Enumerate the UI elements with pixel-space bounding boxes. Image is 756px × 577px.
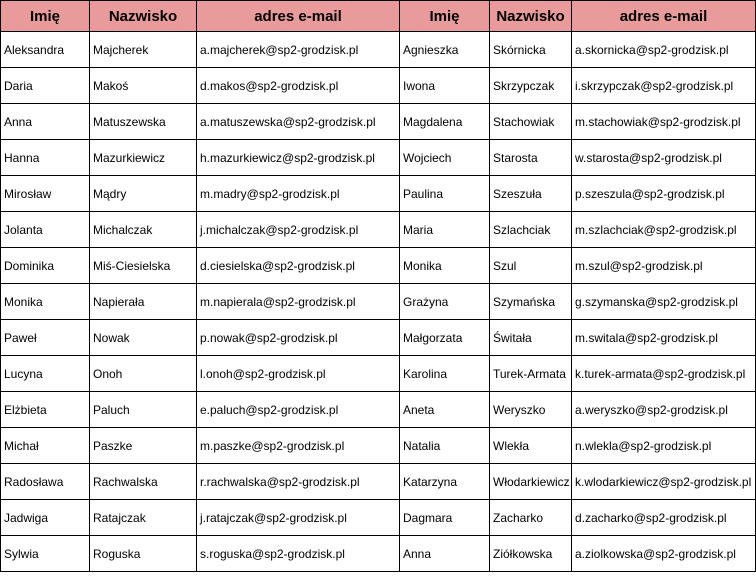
email-cell-right: g.szymanska@sp2-grodzisk.pl xyxy=(572,284,756,320)
last-name-cell-left: Matuszewska xyxy=(90,104,197,140)
table-row xyxy=(1,248,756,284)
table-row xyxy=(1,356,756,392)
email-cell-left: m.madry@sp2-grodzisk.pl xyxy=(197,176,400,212)
last-name-cell-right: Stachowiak xyxy=(490,104,572,140)
last-name-cell-left: Nowak xyxy=(90,320,197,356)
last-name-cell-left: Paluch xyxy=(90,392,197,428)
email-cell-left: r.rachwalska@sp2-grodzisk.pl xyxy=(197,464,400,500)
email-cell-left: m.paszke@sp2-grodzisk.pl xyxy=(197,428,400,464)
email-cell-left: s.roguska@sp2-grodzisk.pl xyxy=(197,536,400,572)
email-cell-left: d.ciesielska@sp2-grodzisk.pl xyxy=(197,248,400,284)
last-name-cell-left: Paszke xyxy=(90,428,197,464)
first-name-cell-right: Monika xyxy=(400,248,490,284)
last-name-cell-left: Michalczak xyxy=(90,212,197,248)
first-name-cell-right: Natalia xyxy=(400,428,490,464)
email-cell-right: k.turek-armata@sp2-grodzisk.pl xyxy=(572,356,756,392)
table-row xyxy=(1,464,756,500)
header-first-name-left: Imię xyxy=(1,1,90,32)
last-name-cell-left: Roguska xyxy=(90,536,197,572)
table-row xyxy=(1,392,756,428)
first-name-cell-left: Radosława xyxy=(1,464,90,500)
table-row xyxy=(1,140,756,176)
last-name-cell-left: Makoś xyxy=(90,68,197,104)
first-name-cell-left: Paweł xyxy=(1,320,90,356)
email-cell-right: m.szul@sp2-grodzisk.pl xyxy=(572,248,756,284)
first-name-cell-left: Daria xyxy=(1,68,90,104)
email-cell-right: w.starosta@sp2-grodzisk.pl xyxy=(572,140,756,176)
first-name-cell-left: Hanna xyxy=(1,140,90,176)
email-cell-right: k.wlodarkiewicz@sp2-grodzisk.pl xyxy=(572,464,756,500)
table-row xyxy=(1,68,756,104)
last-name-cell-left: Mądry xyxy=(90,176,197,212)
last-name-cell-right: Turek-Armata xyxy=(490,356,572,392)
email-cell-left: j.michalczak@sp2-grodzisk.pl xyxy=(197,212,400,248)
email-cell-left: p.nowak@sp2-grodzisk.pl xyxy=(197,320,400,356)
first-name-cell-left: Monika xyxy=(1,284,90,320)
first-name-cell-right: Dagmara xyxy=(400,500,490,536)
last-name-cell-right: Starosta xyxy=(490,140,572,176)
first-name-cell-right: Maria xyxy=(400,212,490,248)
last-name-cell-left: Majcherek xyxy=(90,32,197,68)
first-name-cell-left: Aleksandra xyxy=(1,32,90,68)
email-cell-right: d.zacharko@sp2-grodzisk.pl xyxy=(572,500,756,536)
email-cell-right: m.switala@sp2-grodzisk.pl xyxy=(572,320,756,356)
table-row xyxy=(1,176,756,212)
last-name-cell-left: Ratajczak xyxy=(90,500,197,536)
email-cell-right: m.stachowiak@sp2-grodzisk.pl xyxy=(572,104,756,140)
table-row xyxy=(1,320,756,356)
email-cell-right: m.szlachciak@sp2-grodzisk.pl xyxy=(572,212,756,248)
last-name-cell-right: Włodarkiewicz xyxy=(490,464,572,500)
first-name-cell-left: Anna xyxy=(1,104,90,140)
first-name-cell-left: Michał xyxy=(1,428,90,464)
header-last-name-right: Nazwisko xyxy=(490,1,572,32)
table-row xyxy=(1,500,756,536)
first-name-cell-left: Mirosław xyxy=(1,176,90,212)
last-name-cell-right: Skórnicka xyxy=(490,32,572,68)
last-name-cell-left: Rachwalska xyxy=(90,464,197,500)
last-name-cell-right: Świtała xyxy=(490,320,572,356)
last-name-cell-right: Ziółkowska xyxy=(490,536,572,572)
first-name-cell-left: Elżbieta xyxy=(1,392,90,428)
table-row xyxy=(1,32,756,68)
table-header xyxy=(1,1,756,32)
email-cell-right: a.ziolkowska@sp2-grodzisk.pl xyxy=(572,536,756,572)
table-body xyxy=(1,32,756,572)
header-email-left: adres e-mail xyxy=(197,1,400,32)
last-name-cell-right: Zacharko xyxy=(490,500,572,536)
last-name-cell-left: Mazurkiewicz xyxy=(90,140,197,176)
first-name-cell-right: Karolina xyxy=(400,356,490,392)
table-row xyxy=(1,284,756,320)
last-name-cell-right: Skrzypczak xyxy=(490,68,572,104)
email-cell-left: a.matuszewska@sp2-grodzisk.pl xyxy=(197,104,400,140)
email-cell-right: n.wlekla@sp2-grodzisk.pl xyxy=(572,428,756,464)
first-name-cell-right: Agnieszka xyxy=(400,32,490,68)
first-name-cell-left: Jolanta xyxy=(1,212,90,248)
table-row xyxy=(1,536,756,572)
first-name-cell-right: Paulina xyxy=(400,176,490,212)
last-name-cell-left: Onoh xyxy=(90,356,197,392)
first-name-cell-right: Magdalena xyxy=(400,104,490,140)
first-name-cell-left: Sylwia xyxy=(1,536,90,572)
first-name-cell-left: Dominika xyxy=(1,248,90,284)
first-name-cell-right: Aneta xyxy=(400,392,490,428)
last-name-cell-left: Miś-Ciesielska xyxy=(90,248,197,284)
email-cell-left: a.majcherek@sp2-grodzisk.pl xyxy=(197,32,400,68)
first-name-cell-right: Anna xyxy=(400,536,490,572)
email-cell-left: l.onoh@sp2-grodzisk.pl xyxy=(197,356,400,392)
email-cell-right: i.skrzypczak@sp2-grodzisk.pl xyxy=(572,68,756,104)
email-cell-left: h.mazurkiewicz@sp2-grodzisk.pl xyxy=(197,140,400,176)
last-name-cell-right: Szul xyxy=(490,248,572,284)
header-email-right: adres e-mail xyxy=(572,1,756,32)
last-name-cell-right: Weryszko xyxy=(490,392,572,428)
last-name-cell-right: Szeszuła xyxy=(490,176,572,212)
first-name-cell-right: Wojciech xyxy=(400,140,490,176)
email-cell-left: j.ratajczak@sp2-grodzisk.pl xyxy=(197,500,400,536)
email-cell-left: e.paluch@sp2-grodzisk.pl xyxy=(197,392,400,428)
email-cell-left: m.napierala@sp2-grodzisk.pl xyxy=(197,284,400,320)
table-row xyxy=(1,212,756,248)
email-cell-left: d.makos@sp2-grodzisk.pl xyxy=(197,68,400,104)
first-name-cell-right: Iwona xyxy=(400,68,490,104)
last-name-cell-right: Szymańska xyxy=(490,284,572,320)
last-name-cell-right: Szlachciak xyxy=(490,212,572,248)
table-row xyxy=(1,104,756,140)
first-name-cell-right: Grażyna xyxy=(400,284,490,320)
last-name-cell-right: Wlekła xyxy=(490,428,572,464)
header-first-name-right: Imię xyxy=(400,1,490,32)
table-row xyxy=(1,428,756,464)
last-name-cell-left: Napierała xyxy=(90,284,197,320)
email-cell-right: a.weryszko@sp2-grodzisk.pl xyxy=(572,392,756,428)
header-last-name-left: Nazwisko xyxy=(90,1,197,32)
first-name-cell-right: Katarzyna xyxy=(400,464,490,500)
first-name-cell-left: Lucyna xyxy=(1,356,90,392)
email-cell-right: a.skornicka@sp2-grodzisk.pl xyxy=(572,32,756,68)
first-name-cell-left: Jadwiga xyxy=(1,500,90,536)
header-row xyxy=(1,1,756,32)
email-cell-right: p.szeszula@sp2-grodzisk.pl xyxy=(572,176,756,212)
first-name-cell-right: Małgorzata xyxy=(400,320,490,356)
